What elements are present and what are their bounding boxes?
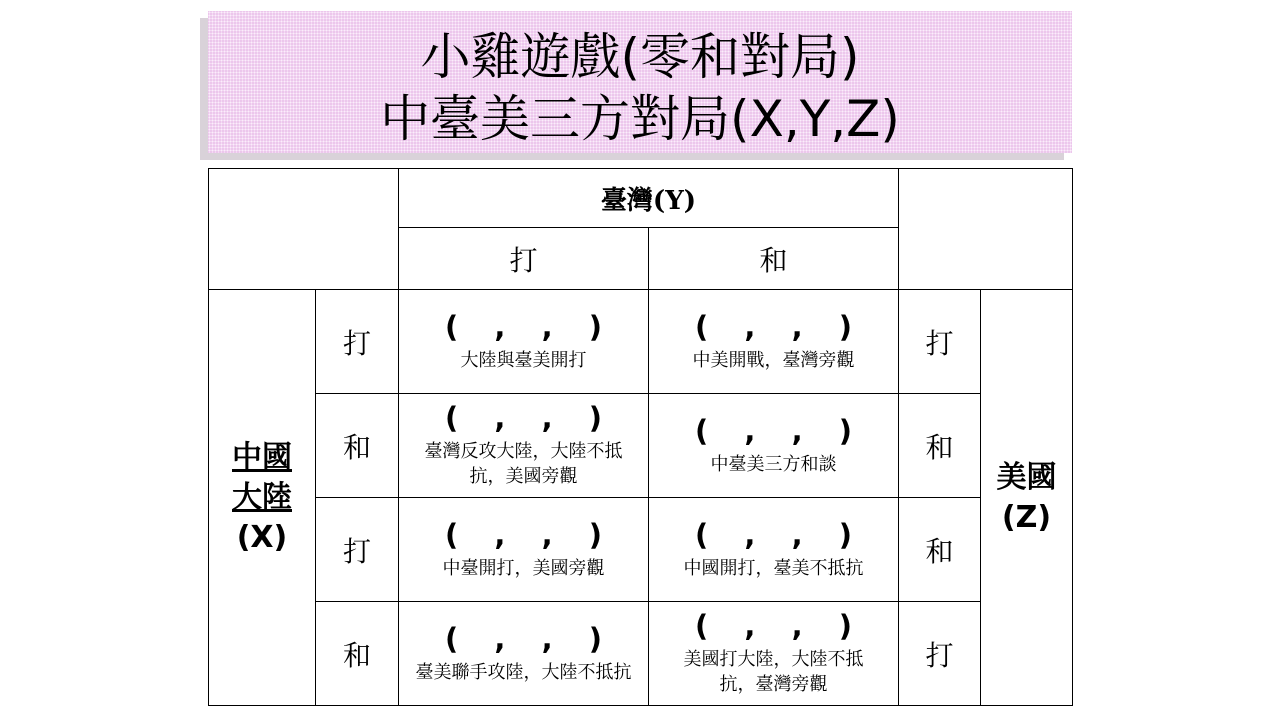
payoff-cell: ( , , ) 臺灣反攻大陸，大陸不抵抗，美國旁觀 — [399, 394, 649, 498]
corner-cell — [209, 169, 399, 290]
y-move-peace: 和 — [649, 228, 899, 290]
corner-cell-right — [899, 169, 1073, 290]
title-banner — [208, 11, 1072, 153]
y-move-fight: 打 — [399, 228, 649, 290]
payoff-table — [208, 168, 1073, 706]
payoff-cell: ( , , ) 美國打大陸，大陸不抵抗，臺灣旁觀 — [649, 602, 899, 706]
x-move: 和 — [316, 602, 399, 706]
payoff-cell: ( , , ) 中臺開打，美國旁觀 — [399, 498, 649, 602]
x-player-label: 中國 大陸 (X) — [209, 290, 316, 706]
z-move: 打 — [899, 602, 981, 706]
z-move: 打 — [899, 290, 981, 394]
z-move: 和 — [899, 394, 981, 498]
payoff-cell: ( , , ) 臺美聯手攻陸，大陸不抵抗 — [399, 602, 649, 706]
x-move: 打 — [316, 290, 399, 394]
z-player-label: 美國 (Z) — [981, 290, 1073, 706]
title-line-1: 小雞遊戲(零和對局) — [420, 28, 860, 86]
payoff-cell: ( , , ) 中臺美三方和談 — [649, 394, 899, 498]
z-move: 和 — [899, 498, 981, 602]
payoff-cell: ( , , ) 中國開打，臺美不抵抗 — [649, 498, 899, 602]
payoff-cell: ( , , ) 大陸與臺美開打 — [399, 290, 649, 394]
y-player-header: 臺灣(Y) — [399, 169, 899, 228]
x-move: 和 — [316, 394, 399, 498]
payoff-cell: ( , , ) 中美開戰，臺灣旁觀 — [649, 290, 899, 394]
title-line-2: 中臺美三方對局(X,Y,Z) — [380, 90, 900, 148]
x-move: 打 — [316, 498, 399, 602]
